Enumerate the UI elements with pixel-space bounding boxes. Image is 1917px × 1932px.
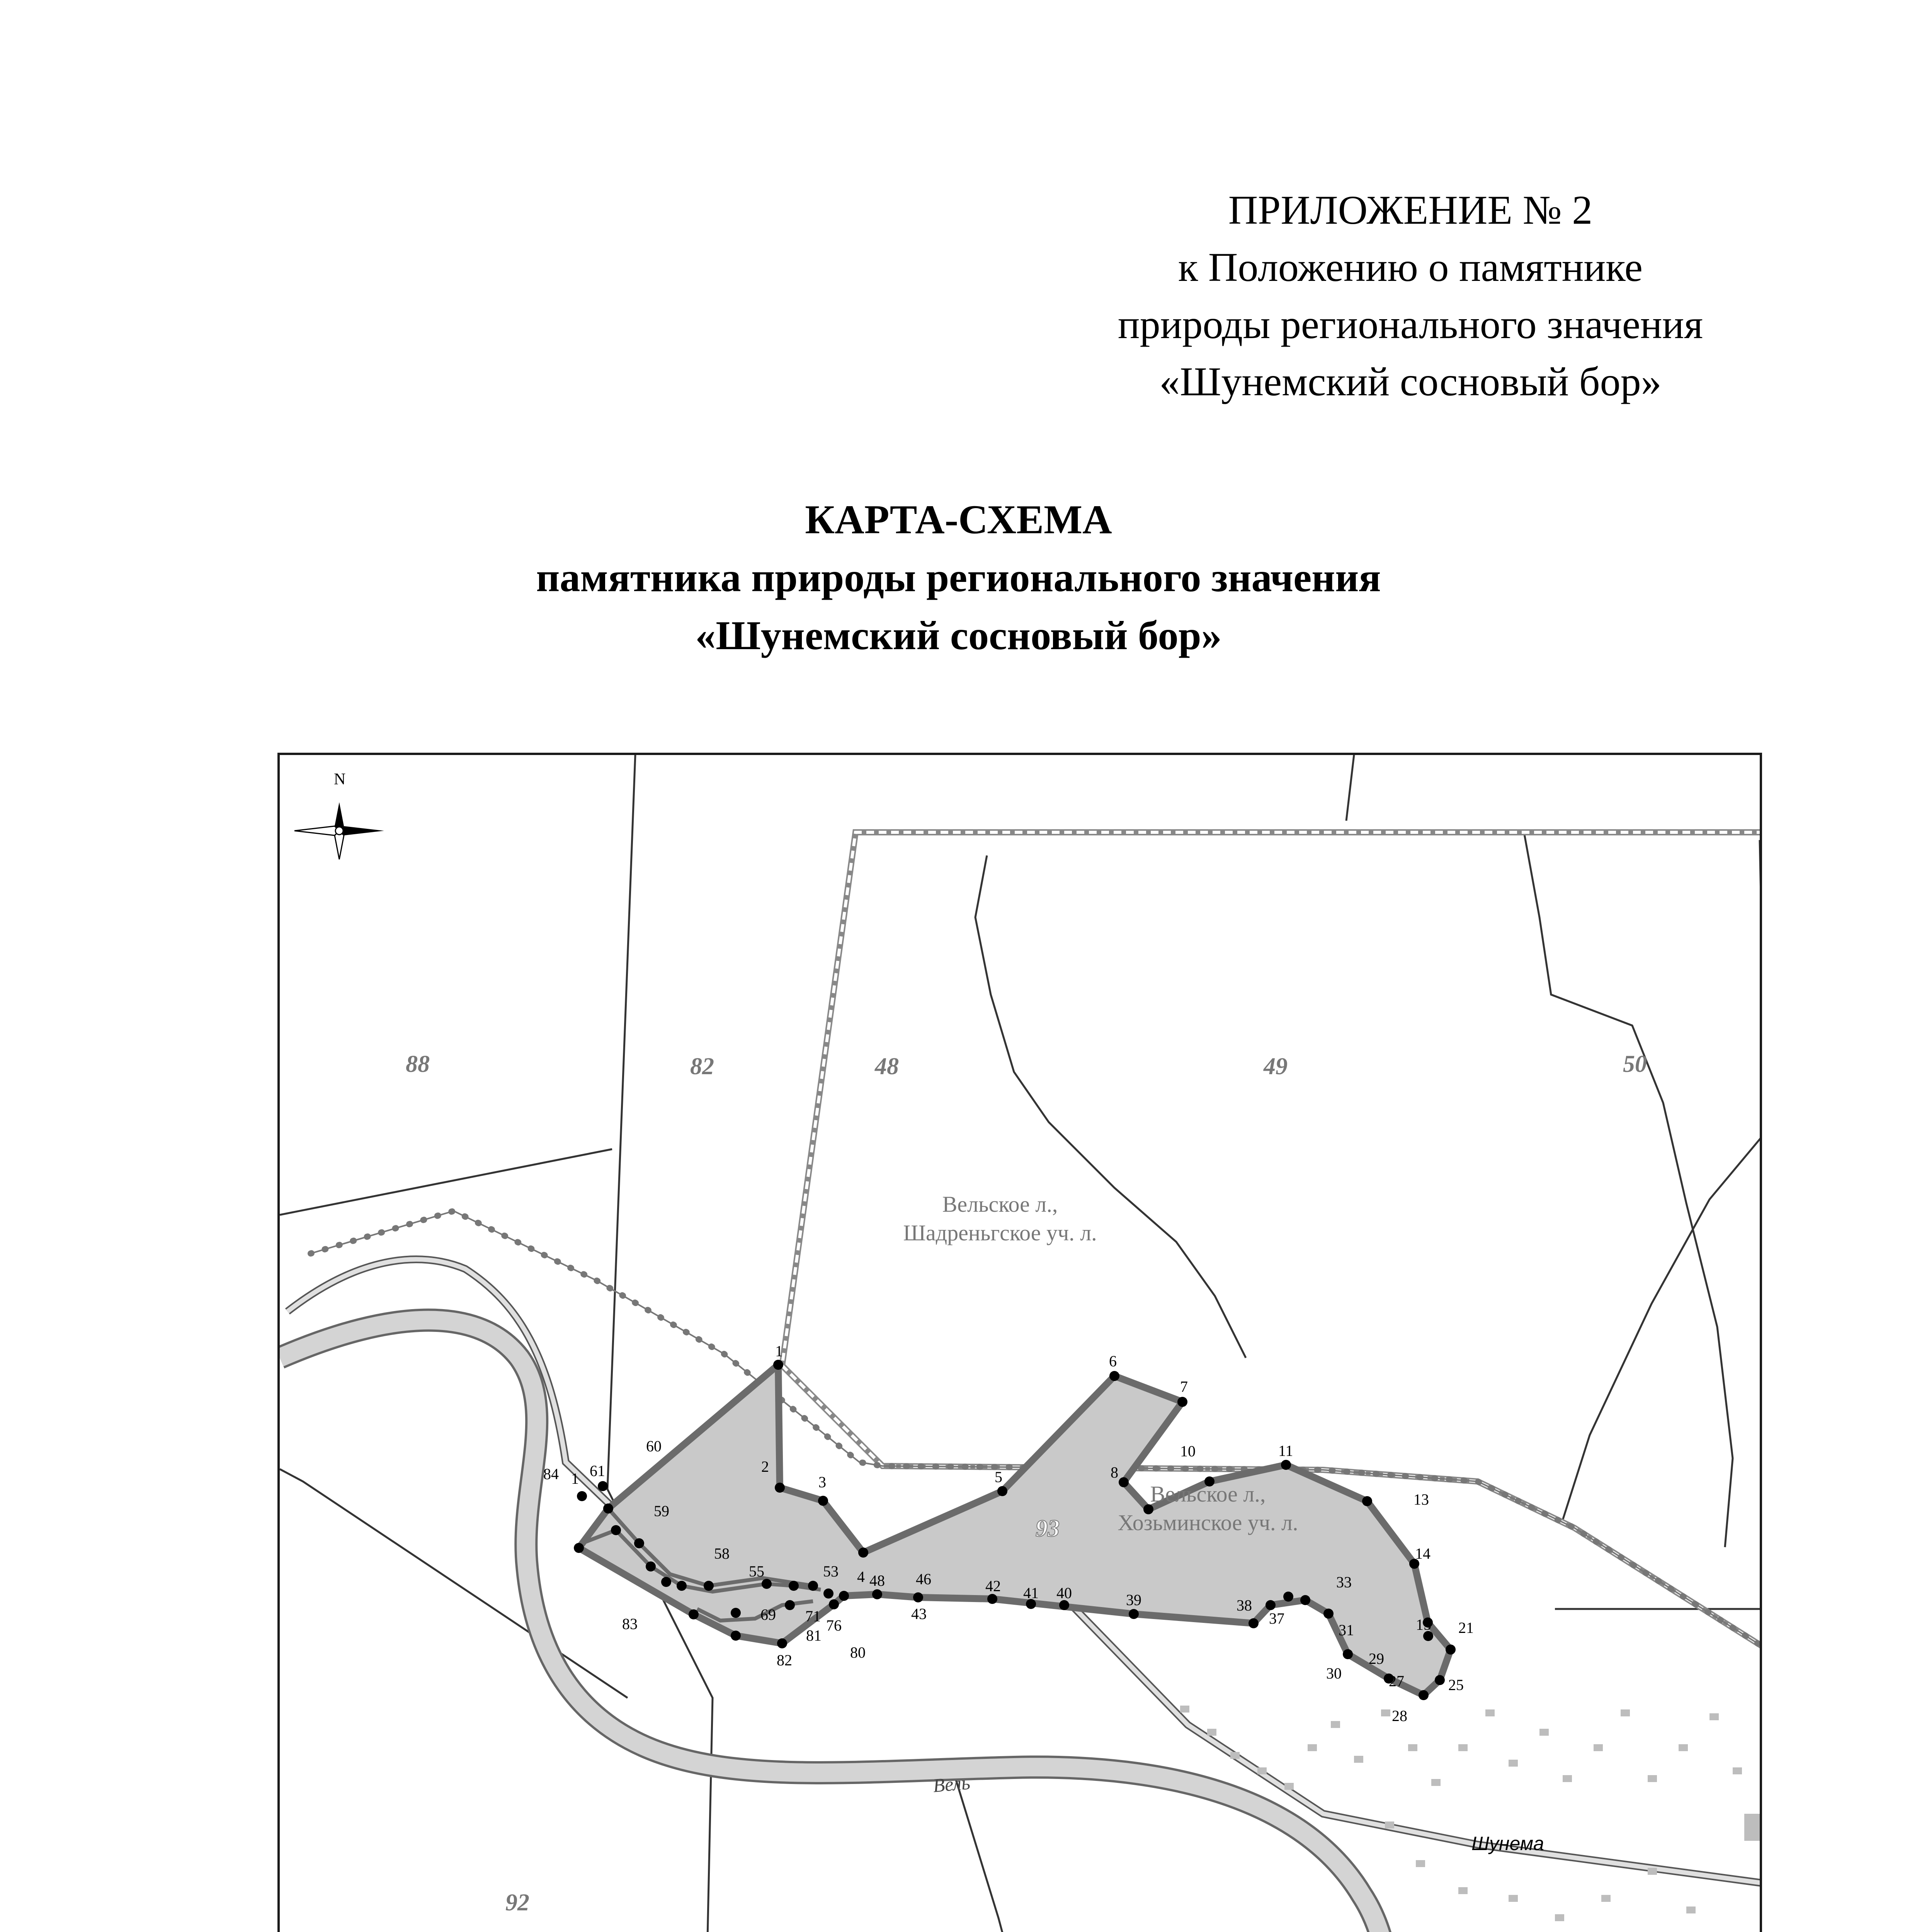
point-label: 3: [818, 1473, 826, 1491]
boundary-point: [839, 1591, 849, 1601]
quarter-number: 49: [1264, 1053, 1288, 1080]
title-line: памятника природы регионального значения: [536, 555, 1381, 600]
point-label: 40: [1056, 1584, 1072, 1602]
point-label: 25: [1448, 1676, 1464, 1694]
point-label: 1: [775, 1342, 783, 1360]
boundary-point: [1362, 1496, 1372, 1506]
building: [1284, 1783, 1294, 1790]
forestry-label: Вельское л.,: [1150, 1481, 1266, 1507]
boundary-point: [1446, 1645, 1456, 1655]
point-label: 5: [995, 1468, 1002, 1486]
point-label: 7: [1180, 1378, 1188, 1395]
boundary-point: [577, 1491, 587, 1501]
building: [1679, 1744, 1688, 1751]
river-label: Вель: [932, 1771, 971, 1796]
point-label: 21: [1458, 1619, 1474, 1636]
boundary-point: [689, 1609, 699, 1619]
appendix-line: «Шунемский сосновый бор»: [1159, 359, 1662, 404]
point-label: 31: [1339, 1621, 1354, 1639]
point-label: 82: [777, 1651, 792, 1669]
boundary-point: [598, 1481, 608, 1491]
point-label: 6: [1109, 1352, 1117, 1370]
boundary-point: [1419, 1690, 1429, 1700]
point-label: 76: [826, 1617, 842, 1634]
quarter-line: [975, 855, 1246, 1358]
point-label: 30: [1326, 1665, 1342, 1682]
point-label: 55: [749, 1563, 764, 1580]
building: [1416, 1860, 1425, 1867]
building: [1207, 1729, 1216, 1736]
building: [1733, 1767, 1742, 1774]
boundary-point: [1249, 1618, 1259, 1628]
forestry-label: Хозьминское уч. л.: [1118, 1510, 1298, 1535]
point-label: 48: [869, 1572, 885, 1589]
title-line: «Шунемский сосновый бор»: [695, 613, 1222, 658]
point-label: 39: [1126, 1591, 1141, 1609]
point-label: 43: [911, 1605, 927, 1622]
building: [1648, 1868, 1657, 1875]
boundary-point: [634, 1538, 644, 1548]
forestry-label: Шадреньгское уч. л.: [903, 1220, 1097, 1245]
boundary-point: [777, 1638, 787, 1648]
boundary-point: [913, 1592, 923, 1602]
quarter-number: 48: [875, 1053, 899, 1080]
quarter-line: [280, 1469, 628, 1698]
building: [1381, 1709, 1390, 1716]
building: [1458, 1744, 1468, 1751]
quarter-line: [1346, 755, 1354, 821]
point-label: 29: [1369, 1650, 1384, 1667]
nature-monument-area: [579, 1365, 1451, 1695]
forestry-label: Вельское л.,: [942, 1192, 1058, 1217]
point-label: 27: [1389, 1672, 1404, 1690]
boundary-point: [1266, 1600, 1276, 1610]
building: [1485, 1709, 1495, 1716]
north-arrow-icon: [294, 802, 384, 859]
point-label: 83: [622, 1615, 638, 1633]
building: [1686, 1906, 1696, 1913]
point-label: 81: [806, 1627, 822, 1644]
boundary-point: [731, 1631, 741, 1641]
quarter-number: 88: [406, 1051, 430, 1077]
place-names: [983, 1833, 1544, 1932]
building: [1509, 1895, 1518, 1902]
building: [1431, 1779, 1441, 1786]
building: [1331, 1721, 1340, 1728]
point-label: 10: [1180, 1442, 1196, 1460]
boundary-point: [785, 1600, 795, 1610]
boundary-point: [762, 1579, 772, 1589]
point-label: 61: [590, 1462, 605, 1480]
boundary-point: [1177, 1397, 1187, 1407]
boundary-point: [829, 1599, 839, 1609]
point-label: 15: [1416, 1616, 1431, 1633]
boundary-point: [872, 1589, 882, 1599]
building: [1180, 1706, 1189, 1713]
point-label: 11: [1278, 1442, 1293, 1459]
building: [1257, 1767, 1267, 1774]
building: [1308, 1744, 1317, 1751]
title-line: КАРТА-СХЕМА: [805, 497, 1112, 542]
appendix-header: [1043, 182, 1778, 410]
building: [1709, 1713, 1719, 1720]
boundary-point: [858, 1548, 868, 1558]
point-label: 60: [646, 1437, 662, 1455]
building: [1509, 1760, 1518, 1767]
map-canvas: [280, 755, 1762, 1932]
point-label: 33: [1336, 1573, 1352, 1591]
boundary-point: [731, 1608, 741, 1618]
point-label: 46: [916, 1570, 931, 1588]
building: [1458, 1887, 1468, 1894]
building: [1555, 1914, 1564, 1921]
boundary-point: [1281, 1460, 1291, 1470]
building: [1594, 1744, 1603, 1751]
boundary-point: [808, 1581, 818, 1591]
boundary-point: [677, 1581, 687, 1591]
boundary-point: [818, 1496, 828, 1506]
point-label: 4: [857, 1568, 865, 1585]
map-frame: [277, 753, 1762, 1932]
quarter-line: [1760, 840, 1762, 1064]
point-label: 42: [985, 1577, 1001, 1595]
boundary-point: [1300, 1595, 1310, 1605]
quarter-line: [280, 1149, 612, 1215]
boundary-point: [1129, 1609, 1139, 1619]
document-title: [0, 491, 1917, 665]
point-label: 1: [571, 1470, 579, 1487]
monument-quarter-number: 93: [1036, 1515, 1060, 1542]
appendix-line: к Положению о памятнике: [1178, 245, 1643, 290]
boundary-point: [987, 1594, 997, 1604]
point-label: 69: [760, 1606, 776, 1623]
boundary-point: [646, 1561, 656, 1571]
point-label: 38: [1237, 1597, 1252, 1614]
boundary-point: [611, 1525, 621, 1535]
boundary-point: [789, 1581, 799, 1591]
boundary-point: [775, 1483, 785, 1493]
building: [1648, 1775, 1657, 1782]
quarter-line: [1524, 832, 1733, 1547]
appendix-line: ПРИЛОЖЕНИЕ № 2: [1228, 187, 1593, 233]
building: [1744, 1814, 1760, 1841]
village-label-shunema: Шунема: [1471, 1833, 1544, 1854]
boundary-point: [704, 1581, 714, 1591]
boundary-point: [1343, 1649, 1353, 1659]
quarter-line: [952, 1767, 1138, 1932]
boundary-point: [661, 1577, 671, 1587]
point-label: 58: [714, 1545, 730, 1562]
point-label: 71: [805, 1607, 821, 1625]
boundary-point: [1119, 1477, 1129, 1487]
boundary-point: [1323, 1609, 1334, 1619]
point-label: 84: [543, 1465, 559, 1483]
building: [1408, 1744, 1417, 1751]
quarter-number: 82: [690, 1053, 714, 1080]
boundary-point: [1283, 1592, 1293, 1602]
boundary-point: [823, 1588, 833, 1599]
quarter-number: 50: [1623, 1051, 1647, 1077]
quarter-number: 92: [505, 1889, 529, 1916]
boundary-point: [773, 1360, 783, 1370]
building: [1385, 1821, 1394, 1828]
boundary-point: [603, 1503, 613, 1514]
building: [1621, 1709, 1630, 1716]
boundary-point: [1109, 1371, 1119, 1381]
boundary-point: [1435, 1675, 1445, 1685]
boundary-point: [574, 1543, 584, 1553]
building: [1601, 1895, 1611, 1902]
building: [1563, 1775, 1572, 1782]
point-label: 2: [761, 1458, 769, 1475]
point-label: 28: [1392, 1707, 1407, 1725]
appendix-line: природы регионального значения: [1118, 302, 1703, 347]
point-label: 8: [1111, 1464, 1118, 1481]
point-label: 37: [1269, 1610, 1284, 1627]
monument-inner-line: [778, 1365, 780, 1488]
building: [1230, 1752, 1240, 1759]
building: [1539, 1729, 1549, 1736]
boundary-point: [997, 1486, 1007, 1496]
point-label: 53: [823, 1563, 839, 1580]
point-label: 14: [1415, 1545, 1431, 1562]
north-label: N: [334, 770, 346, 788]
point-label: 80: [850, 1644, 866, 1661]
point-label: 41: [1023, 1584, 1039, 1602]
point-label: 59: [654, 1502, 669, 1520]
building: [1354, 1756, 1363, 1763]
point-label: 13: [1414, 1491, 1429, 1508]
